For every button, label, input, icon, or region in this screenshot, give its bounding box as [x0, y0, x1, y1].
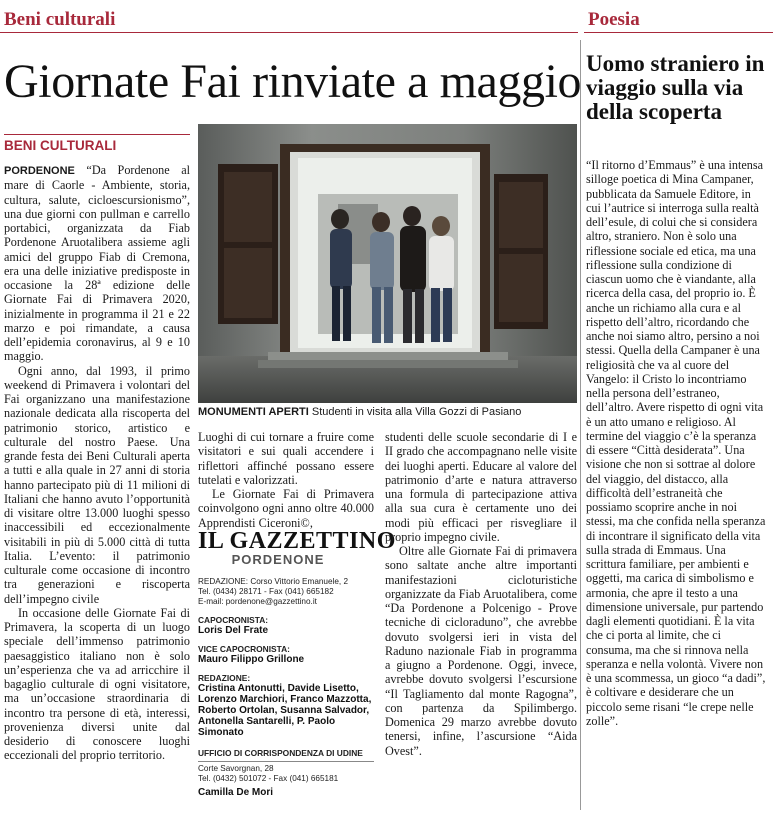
newspaper-masthead [198, 528, 396, 798]
vice-capocronista-label: VICE CAPOCRONISTA: [198, 644, 290, 654]
caption-text: Studenti in visita alla Villa Gozzi di Pasiano [311, 406, 522, 418]
section-title-poesia: Poesia [588, 9, 640, 30]
dateline-place: PORDENONE [4, 165, 75, 177]
poesia-body: “Il ritorno d’Emmaus” è una intensa silloge poetica di Mina Campaner, pubblicata da Samuele Editore, in cui l’autrice si interroga sulla realtà dell’esule, di colui che si considera altro, straniero. Non è solo una riflessione sociale ed etica, ma una riflessione sulla condizione di ciascun uomo che è viandante, alla ricerca della casa, del proprio io. È anche un richiamo alla cura e al rispetto dell’altro, ricordando che anche noi siamo altro, persino a noi stessi. Quella della Campaner è una religiosità che va al cuore del Vangelo: il Cristo lo incontriamo nella persona dell’estraneo, dell’altro. Avere rispetto di ogni vita è un atto umano e religioso. Al termine del viaggio c’è la speranza di essere “Città desiderata”. Una visione che non si sottrae al dolore del viaggio, del distacco, alla difficoltà dell’estraneità che possiamo scoprire anche in noi stessi, ma che confida nella speranza di incontrare il significato della vita sulla strada di Emmaus. Una scrittura familiare, per ambienti e oggetti, ma carica di simbolismo e armonia, che apre il testo a una dimensione universale, pur partendo dagli elementi quotidiani. È la vita che ci porta al limite, che ci consuma, ma che si rinnova nella speranza e nella volontà. Vivere non è una scommessa, un gioco “a dadi”, è coltivare e desiderare che un piccolo seme risani “le crepe nelle zolle”. [586, 158, 766, 728]
paragraph-2: Ogni anno, dal 1993, il primo weekend di Primavera i volontari del Fai organizzano una manifestazione nazionale dedicata alla riscoperta del patrimonio storico, artistico e culturale del nostro Paese. Una grande festa dei Beni Culturali aperta a tutti e alla quale in 27 anni di storia hanno partecipato più di 11 milioni di Italiani che hanno avuto l’opportunità di visitare oltre 13.000 luoghi spesso inaccessibili ed eccezionalmente visitabili in più di 5.000 città di tutta Italia. L’evento: il patrimonio culturale come occasione di incontro tra generazioni e riscoperta dell’impegno civile [4, 363, 190, 606]
udine-office-correspondent: Camilla De Mori [198, 787, 274, 798]
capocronista-label: CAPOCRONISTA: [198, 615, 269, 625]
redazione-label: REDAZIONE: [198, 673, 251, 683]
redazione-email: E-mail: pordenone@gazzettino.it [198, 597, 317, 606]
section-header-left [0, 6, 578, 33]
udine-office-line-1: Corte Savorgnan, 28 [198, 764, 274, 773]
paragraph-1 [4, 163, 190, 364]
capocronista-name: Loris Del Frate [198, 625, 269, 636]
photo-villa-visit-illustration [198, 124, 577, 403]
redazione-line-2: Tel. (0434) 28171 - Fax (041) 665182 [198, 587, 334, 596]
masthead-city: PORDENONE [231, 552, 325, 567]
paragraph-5: Le Giornate Fai di Primavera coinvolgono ogni anno oltre 40.000 Apprendisti Ciceroni©, [198, 487, 374, 530]
paragraph-7: Oltre alle Giornate Fai di primavera sono saltate anche altre importanti manifestazioni cicloturistiche organizzate da Fiab Aruotalibera, come “Da Pordenone a Polcenigo - Prove tecniche di cicloraduno”, che avrebbe dovuto svolgersi ieri in vista del Raduno nazionale Fiab in programma a giugno a Pordenone. Oggi, invece, avrebbe dovuto svolgersi l’escursione “Il Tagliamento dal monte Ragogna”, con partenza da Spilimbergo. Domenica 29 marzo avrebbe dovuto tenersi, infine, l’ascursione “Aida Ovest”. [385, 544, 577, 758]
udine-office-label: UFFICIO DI CORRISPONDENZA DI UDINE [198, 748, 363, 758]
paragraph-3: In occasione delle Giornate Fai di Primavera, la scoperta di un luogo speciale dell’immenso patrimonio paesaggistico italiano non è solo un’esperienza che va ad arricchire il bagaglio culturale di ogni visitatore, ma un’occasione straordinaria di incontro tra persone di età, interessi, provenienza diversi unite dal desiderio di conoscere luoghi eccezionali del proprio territorio. [4, 605, 190, 763]
redazione-line-1: REDAZIONE: Corso Vittorio Emanuele, 2 [198, 577, 349, 586]
poesia-column [586, 158, 768, 728]
masthead-logo: IL GAZZETTINO [198, 528, 396, 554]
redazione-address [198, 577, 374, 607]
article-photo [198, 124, 577, 403]
udine-office-line-2: Tel. (0432) 501072 - Fax (041) 665181 [198, 774, 339, 783]
article-column-1 [4, 163, 190, 763]
udine-office-address [198, 761, 374, 784]
caption-label: MONUMENTI APERTI [198, 406, 309, 418]
paragraph-1-text: “Da Pordenone al mare di Caorle - Ambiente, storia, cultura, salute, cicloescursionismo”, una due giorni con pullman e carrello portabici, organizzata da Fiab Pordenone Aruotalibera assieme agli amici del gruppo Fiab di Cremona, era una delle iniziative predisposte in occasione la 28ª edizione delle Giornate Fai di Primavera 2020, inizialmente in programma il 21 e 22 marzo e poi rimandate, a causa dell’epidemia coronavirus, al 9 e 10 maggio. [4, 163, 190, 364]
redazione-names: Cristina Antonutti, Davide Lisetto, Lorenzo Marchiori, Franco Mazzotta, Roberto Ortolan, Susanna Salvador, Antonella Santarelli, P. Paolo Simonato [198, 683, 372, 738]
column-divider [580, 40, 581, 810]
poesia-headline: Uomo straniero in viaggio sulla via della scoperta [586, 51, 765, 124]
vice-capocronista-name: Mauro Filippo Grillone [198, 654, 305, 665]
article-column-2 [198, 430, 374, 530]
paragraph-6: studenti delle scuole secondarie di I e II grado che accompagnano nelle visite dei luoghi aperti. Educare al valore del patrimonio d’arte e natura attraverso una formula di partecipazione attiva alla sua cura è certamente uno dei modi più efficaci per risvegliare il proprio impegno civile. [385, 430, 577, 544]
photo-caption [198, 406, 577, 418]
article-headline: Giornate Fai rinviate a maggio [4, 55, 582, 108]
paragraph-4: Luoghi di cui tornare a fruire come visitatori e sui quali accendere i riflettori affinché possano essere tutelati e valorizzati. [198, 430, 374, 487]
article-kicker: BENI CULTURALI [4, 134, 190, 153]
section-header-right [584, 6, 773, 33]
article-column-3 [385, 430, 577, 758]
section-title-beni-culturali: Beni culturali [4, 9, 116, 30]
